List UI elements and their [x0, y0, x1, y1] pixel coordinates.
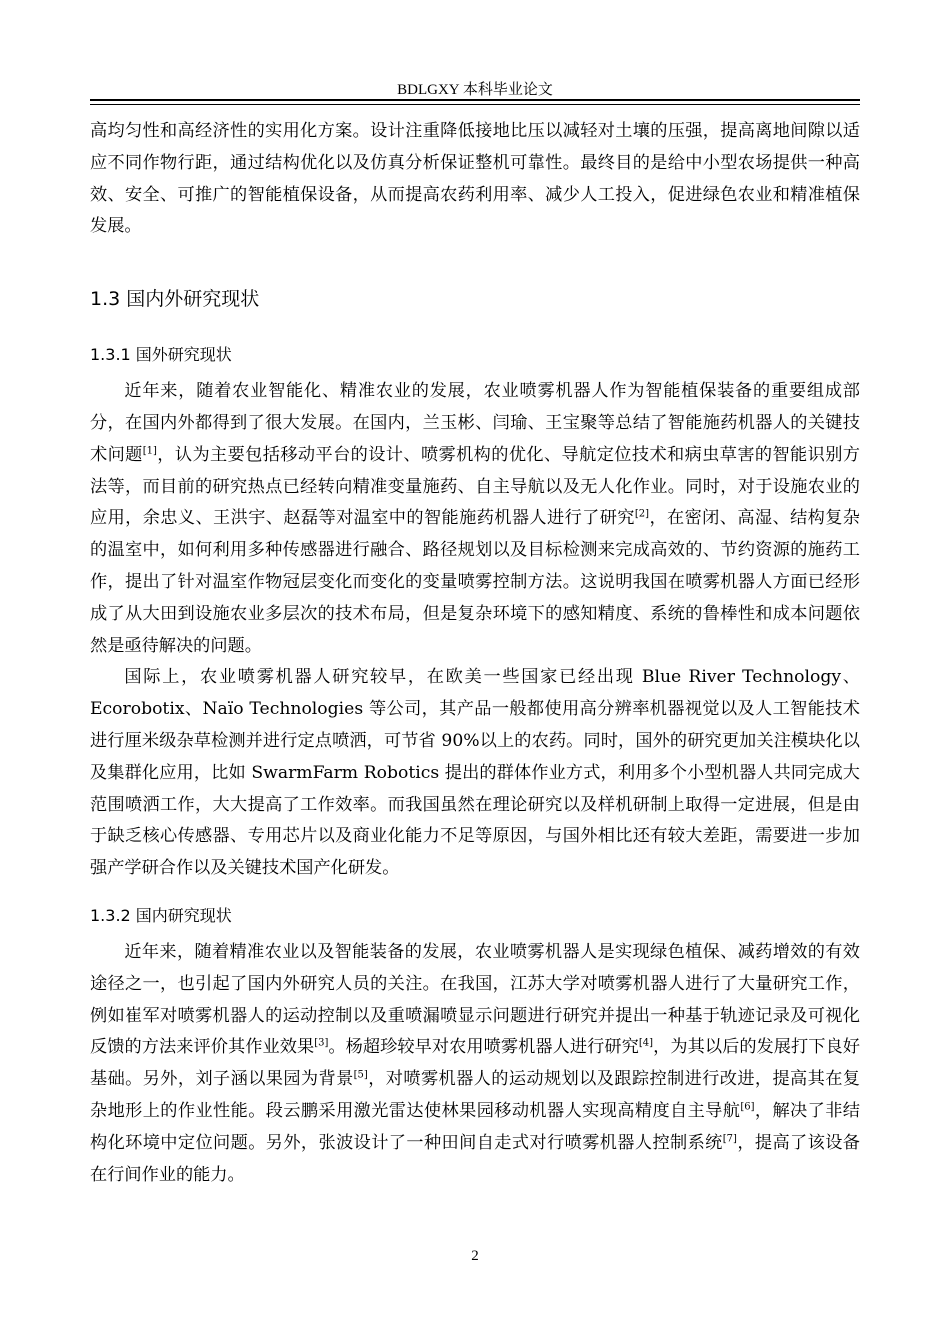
- subsection-heading-domestic: 1.3.2 国内研究现状: [90, 905, 232, 925]
- citation-ref[interactable]: [4]: [638, 1037, 654, 1049]
- citation-ref[interactable]: [3]: [314, 1037, 329, 1049]
- citation-ref[interactable]: [1]: [142, 445, 157, 457]
- paragraph-foreign-2: 国际上，农业喷雾机器人研究较早，在欧美一些国家已经出现 Blue River Technology、Ecorobotix、Naïo Technologies 等公司，其产品一般都使用高分辨率机器视觉以及人工智能技术进行厘米级杂草检测并进行定点喷洒，可节省 90%以上的农药。同时，国外的研究更加关注模块化以及集群化应用，比如 SwarmFarm Robotics 提出的群体作业方式，利用多个小型机器人共同完成大范围喷洒工作，大大提高了工作效率。而我国虽然在理论研究以及样机研制上取得一定进展，但是由于缺乏核心传感器、专用芯片以及商业化能力不足等原因，与国外相比还有较大差距，需要进一步加强产学研合作以及关键技术国产化研发。: [90, 667, 860, 879]
- section-heading: 1.3 国内外研究现状: [90, 288, 260, 311]
- header-rule-thick: [90, 99, 860, 101]
- citation-ref[interactable]: [5]: [353, 1069, 368, 1081]
- page-body: [90, 116, 860, 1191]
- page-number: 2: [471, 1248, 479, 1264]
- header-rule-thin: [90, 104, 860, 105]
- running-header: BDLGXY 本科毕业论文: [397, 82, 553, 98]
- citation-ref[interactable]: [2]: [634, 508, 650, 520]
- citation-ref[interactable]: [6]: [740, 1101, 755, 1113]
- citation-ref[interactable]: [7]: [722, 1132, 737, 1144]
- intro-paragraph: 高均匀性和高经济性的实用化方案。设计注重降低接地比压以减轻对土壤的压强，提高离地间隙以适应不同作物行距，通过结构优化以及仿真分析保证整机可靠性。最终目的是给中小型农场提供一种高效、安全、可推广的智能植保设备，从而提高农药利用率、减少人工投入，促进绿色农业和精准植保发展。: [90, 121, 860, 237]
- paragraph-domestic-1: 近年来，随着精准农业以及智能装备的发展，农业喷雾机器人是实现绿色植保、减药增效的有效途径之一，也引起了国内外研究人员的关注。在我国，江苏大学对喷雾机器人进行了大量研究工作，例如崔军对喷雾机器人的运动控制以及重喷漏喷显示问题进行研究并提出一种基于轨迹记录及可视化反馈的方法来评价其作业效果[3]。杨超珍较早对农用喷雾机器人进行研究[4]，为其以后的发展打下良好基础。另外，刘子涵以果园为背景[5]，对喷雾机器人的运动规划以及跟踪控制进行改进，提高其在复杂地形上的作业性能。段云鹏采用激光雷达使林果园移动机器人实现高精度自主导航[6]，解决了非结构化环境中定位问题。另外，张波设计了一种田间自走式对行喷雾机器人控制系统[7]，提高了该设备在行间作业的能力。: [90, 941, 860, 1185]
- paragraph-foreign-1: 近年来，随着农业智能化、精准农业的发展，农业喷雾机器人作为智能植保装备的重要组成部分，在国内外都得到了很大发展。在国内，兰玉彬、闫瑜、王宝聚等总结了智能施药机器人的关键技术问题[1]，认为主要包括移动平台的设计、喷雾机构的优化、导航定位技术和病虫草害的智能识别方法等，而目前的研究热点已经转向精准变量施药、自主导航以及无人化作业。同时，对于设施农业的应用，余忠义、王洪宇、赵磊等对温室中的智能施药机器人进行了研究[2]，在密闭、高湿、结构复杂的温室中，如何利用多种传感器进行融合、路径规划以及目标检测来完成高效的、节约资源的施药工作，提出了针对温室作物冠层变化而变化的变量喷雾控制方法。这说明我国在喷雾机器人方面已经形成了从大田到设施农业多层次的技术布局，但是复杂环境下的感知精度、系统的鲁棒性和成本问题依然是亟待解决的问题。: [90, 381, 860, 656]
- subsection-heading-foreign: 1.3.1 国外研究现状: [90, 345, 232, 365]
